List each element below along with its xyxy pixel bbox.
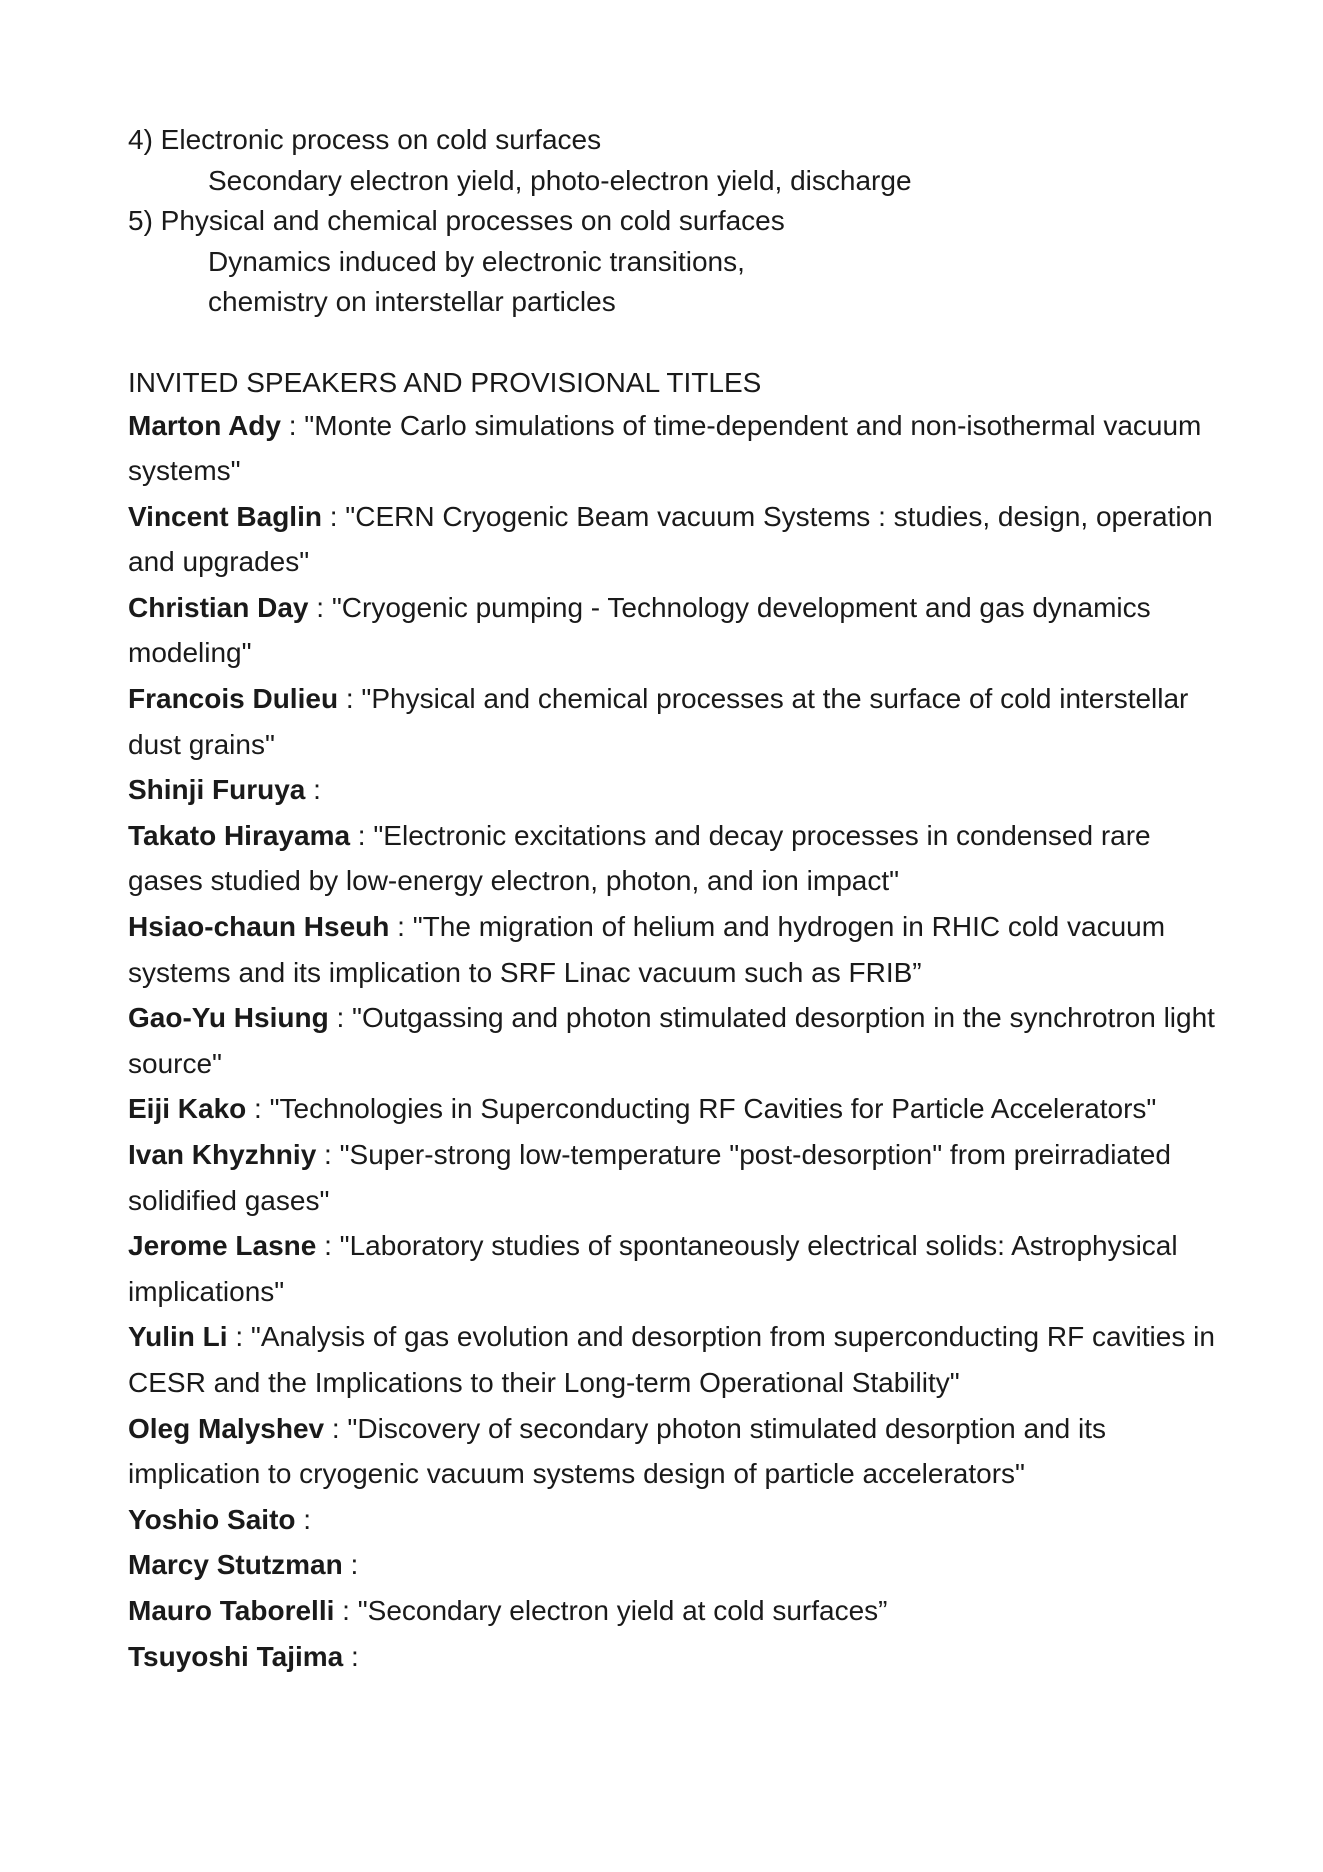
topic-detail: Dynamics induced by electronic transitions, [208, 245, 745, 277]
speaker-name: Mauro Taborelli [128, 1594, 335, 1626]
speaker-entry [128, 1406, 1218, 1497]
speaker-name: Jerome Lasne [128, 1230, 317, 1262]
talk-title: : "CERN Cryogenic Beam vacuum Systems : studies, design, operation and upgrades" [128, 500, 1213, 578]
speaker-entry [128, 403, 1218, 494]
talk-title: : [295, 1503, 312, 1535]
speaker-name: Oleg Malyshev [128, 1412, 325, 1444]
topic-detail: Secondary electron yield, photo-electron yield, discharge [208, 164, 912, 196]
speaker-entry [128, 904, 1218, 995]
speaker-name: Yoshio Saito [128, 1503, 296, 1535]
talk-title: : "Physical and chemical processes at the surface of cold interstellar dust grains" [128, 683, 1189, 760]
speaker-name: Tsuyoshi Tajima [128, 1640, 344, 1672]
talk-title: : "Laboratory studies of spontaneously electrical solids: Astrophysical implications" [128, 1230, 1178, 1307]
talk-title: : "Super-strong low-temperature "post-desorption" from preirradiated solidified gases" [128, 1139, 1171, 1216]
speaker-entry [128, 1314, 1218, 1405]
topic-heading: 4) Electronic process on cold surfaces [128, 124, 602, 155]
speaker-name: Marton Ady [128, 409, 281, 441]
document-page [128, 120, 1218, 1679]
topic-heading: 5) Physical and chemical processes on cold surfaces [128, 205, 785, 236]
talk-title: : [342, 1549, 359, 1581]
topic-item [128, 201, 1218, 323]
speaker-list [128, 403, 1218, 1680]
talk-title: : "Cryogenic pumping - Technology development and gas dynamics modeling" [128, 591, 1151, 669]
speaker-entry [128, 1086, 1218, 1132]
speaker-entry [128, 813, 1218, 904]
speaker-name: Shinji Furuya [128, 774, 306, 806]
speaker-name: Yulin Li [128, 1321, 228, 1353]
speaker-name: Eiji Kako [128, 1093, 247, 1125]
speaker-entry [128, 1634, 1218, 1680]
speakers-heading: INVITED SPEAKERS AND PROVISIONAL TITLES [128, 366, 762, 398]
talk-title: : [305, 774, 321, 806]
talk-title: : [343, 1640, 359, 1672]
speaker-entry [128, 767, 1218, 813]
speaker-name: Francois Dulieu [128, 683, 339, 715]
speaker-name: Christian Day [128, 591, 309, 623]
speaker-entry [128, 676, 1218, 767]
speaker-name: Marcy Stutzman [128, 1549, 343, 1581]
speaker-entry [128, 494, 1218, 585]
talk-title: : "Secondary electron yield at cold surfaces” [334, 1594, 888, 1626]
topic-list [128, 120, 1218, 323]
speaker-entry [128, 1497, 1218, 1543]
speaker-entry [128, 1588, 1218, 1634]
talk-title: : "Analysis of gas evolution and desorption from superconducting RF cavities in CESR and the Implications to their Long-term Operational Stability" [128, 1321, 1215, 1398]
speaker-entry [128, 585, 1218, 676]
talk-title: : "Technologies in Superconducting RF Cavities for Particle Accelerators" [246, 1093, 1157, 1125]
talk-title: : "Outgassing and photon stimulated desorption in the synchrotron light source" [128, 1002, 1215, 1079]
speaker-entry [128, 1542, 1218, 1588]
speaker-name: Gao-Yu Hsiung [128, 1002, 329, 1034]
talk-title: : "The migration of helium and hydrogen in RHIC cold vacuum systems and its implication to SRF Linac vacuum such as FRIB” [128, 911, 1166, 988]
speaker-name: Takato Hirayama [128, 819, 351, 851]
topic-detail: chemistry on interstellar particles [208, 286, 616, 317]
talk-title: : "Discovery of secondary photon stimulated desorption and its implication to cryogenic vacuum systems design of particle accelerators" [128, 1412, 1107, 1490]
speaker-entry [128, 995, 1218, 1086]
talk-title: : "Monte Carlo simulations of time-dependent and non-isothermal vacuum systems" [128, 409, 1202, 487]
speaker-name: Ivan Khyzhniy [128, 1139, 317, 1170]
speaker-entry [128, 1223, 1218, 1314]
speaker-name: Vincent Baglin [128, 500, 322, 532]
speaker-name: Hsiao-chaun Hseuh [128, 911, 390, 943]
talk-title: : "Electronic excitations and decay processes in condensed rare gases studied by low-energy electron, photon, and ion impact" [128, 819, 1151, 897]
topic-item [128, 120, 1218, 201]
speaker-entry [128, 1132, 1218, 1223]
